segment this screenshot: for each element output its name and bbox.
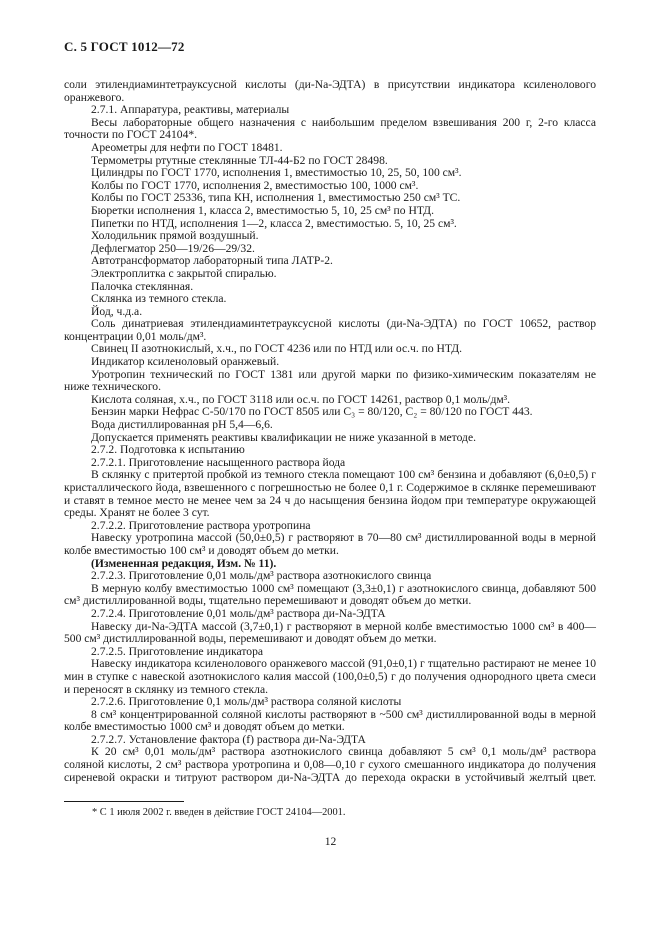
paragraph: Йод, ч.д.а. [91,304,143,318]
paragraph: Кислота соляная, х.ч., по ГОСТ 3118 или ос.ч. по ГОСТ 14261, раствор 0,1 моль/дм³. [91,392,511,406]
page-header: С. 5 ГОСТ 1012—72 [64,39,185,54]
paragraph: Колбы по ГОСТ 25336, типа КН, исполнения 1, вместимостью 250 см³ ТС. [91,191,461,205]
paragraph: Термометры ртутные стеклянные ТЛ-44-Б2 по ГОСТ 28498. [91,153,388,167]
paragraph: Цилиндры по ГОСТ 1770, исполнения 1, вместимостью 10, 25, 50, 100 см³. [91,166,462,180]
paragraph: Вода дистиллированная рН 5,4—6,6. [91,418,273,432]
paragraph: 2.7.2.2. Приготовление раствора уротропина [91,518,311,532]
page-number: 12 [324,835,337,848]
paragraph: Свинец II азотнокислый, х.ч., по ГОСТ 4236 или по НТД или ос.ч. по НТД. [91,342,463,356]
paragraph: соли этилендиаминтетрауксусной кислоты (ди-Na-ЭДТА) в присутствии индикатора ксиленолового оранжевого. [64,78,596,104]
paragraph: Колбы по ГОСТ 1770, исполнения 2, вместимостью 100, 1000 см³. [91,178,419,192]
paragraph: Бензин марки Нефрас С-50/170 по ГОСТ 8505 или C₃ = 80/120, C₂ = 80/120 по ГОСТ 443. [91,405,533,419]
paragraph: 2.7.2. Подготовка к испытанию [91,443,245,457]
paragraph: 8 см³ концентрированной соляной кислоты растворяют в ~500 см³ дистиллированной воды в мерной колбе вместимостью 1000 см³ и доводят объем до метки. [64,707,596,734]
paragraph: Бюретки исполнения 1, класса 2, вместимостью 5, 10, 25 см³ по НТД. [91,203,434,217]
paragraph: Склянка из темного стекла. [91,292,227,306]
paragraph: Автотрансформатор лабораторный типа ЛАТР-2. [91,254,333,268]
paragraph: 2.7.2.4. Приготовление 0,01 моль/дм³ раствора ди-Na-ЭДТА [91,606,386,620]
paragraph: Допускается применять реактивы квалификации не ниже указанной в методе. [91,430,476,444]
paragraph: Навеску ди-Na-ЭДТА массой (3,7±0,1) г растворяют в мерной колбе вместимостью 1000 см³ в 400—500 см³ дистиллированной воды, перемешивают и доводят объем до метки. [64,619,596,646]
paragraph: Навеску индикатора ксиленолового оранжевого массой (91,0±0,1) г тщательно растирают не менее 10 мин в ступке с навеской азотнокислого калия массой (100,0±0,5) г до получения однородного цвета смеси и переносят в склянку из темного стекла. [64,657,596,696]
paragraph: Дефлегматор 250—19/26—29/32. [91,241,255,255]
paragraph: Навеску уротропина массой (50,0±0,5) г растворяют в 70—80 см³ дистиллированной воды в мерной колбе вместимостью 100 см³ и доводят объем до метки. [64,531,596,557]
paragraph: (Измененная редакция, Изм. № 11). [91,556,277,570]
paragraph: Уротропин технический по ГОСТ 1381 или другой марки по физико-химическим показателям не ниже технического. [64,367,596,394]
paragraph: Пипетки по НТД, исполнения 1—2, класса 2, вместимостью. 5, 10, 25 см³. [91,216,457,230]
paragraph: К 20 см³ 0,01 моль/дм³ раствора азотнокислого свинца добавляют 5 см³ 0,1 моль/дм³ раствора соляной кислоты, 2 см³ раствора уротропина и 0,08—0,10 г сухого смешанного индикатора до получения сиреневой окраски и титруют раствором ди-Na-ЭДТА до перехода окраски в устойчивый желтый цвет. [64,745,596,784]
paragraph: 2.7.2.5. Приготовление индикатора [91,644,264,658]
paragraph: Палочка стеклянная. [91,279,194,293]
paragraph: Весы лабораторные общего назначения с наибольшим пределом взвешивания 200 г, 2-го класса точности по ГОСТ 24104*. [64,115,596,142]
paragraph: Индикатор ксиленоловый оранжевый. [91,355,280,369]
paragraph: 2.7.2.1. Приготовление насыщенного раствора йода [91,455,346,469]
paragraph: Соль динатриевая этилендиаминтетрауксусной кислоты (ди-Na-ЭДТА) по ГОСТ 10652, раствор концентрации 0,01 моль/дм³. [64,317,596,343]
paragraph: 2.7.1. Аппаратура, реактивы, материалы [91,103,290,117]
footnote-separator [64,801,184,802]
paragraph: 2.7.2.6. Приготовление 0,1 моль/дм³ раствора соляной кислоты [91,695,402,709]
paragraph: Ареометры для нефти по ГОСТ 18481. [91,140,283,154]
paragraph: Холодильник прямой воздушный. [91,229,259,243]
paragraph: В склянку с притертой пробкой из темного стекла помещают 100 см³ бензина и добавляют (6,0±0,5) г кристаллического йода, взвешенного с погрешностью не более 0,1 г. Содержимое в склянке перемешивают и ставят в темное место не менее чем за 24 ч до насыщения бензина йодом при температуре окружающей среды. Хранят не более 3 сут. [64,468,596,520]
document-body [64,79,596,784]
footnote: * С 1 июля 2002 г. введен в действие ГОСТ 24104—2001. [92,807,346,818]
paragraph: В мерную колбу вместимостью 1000 см³ помещают (3,3±0,1) г азотнокислого свинца, добавляют 500 см³ дистиллированной воды, тщательно перемешивают и доводят объем до метки. [64,581,596,608]
paragraph: Электроплитка с закрытой спиралью. [91,266,277,280]
paragraph: 2.7.2.3. Приготовление 0,01 моль/дм³ раствора азотнокислого свинца [91,569,432,583]
paragraph: 2.7.2.7. Установление фактора (f) раствора ди-Na-ЭДТА [91,732,366,746]
